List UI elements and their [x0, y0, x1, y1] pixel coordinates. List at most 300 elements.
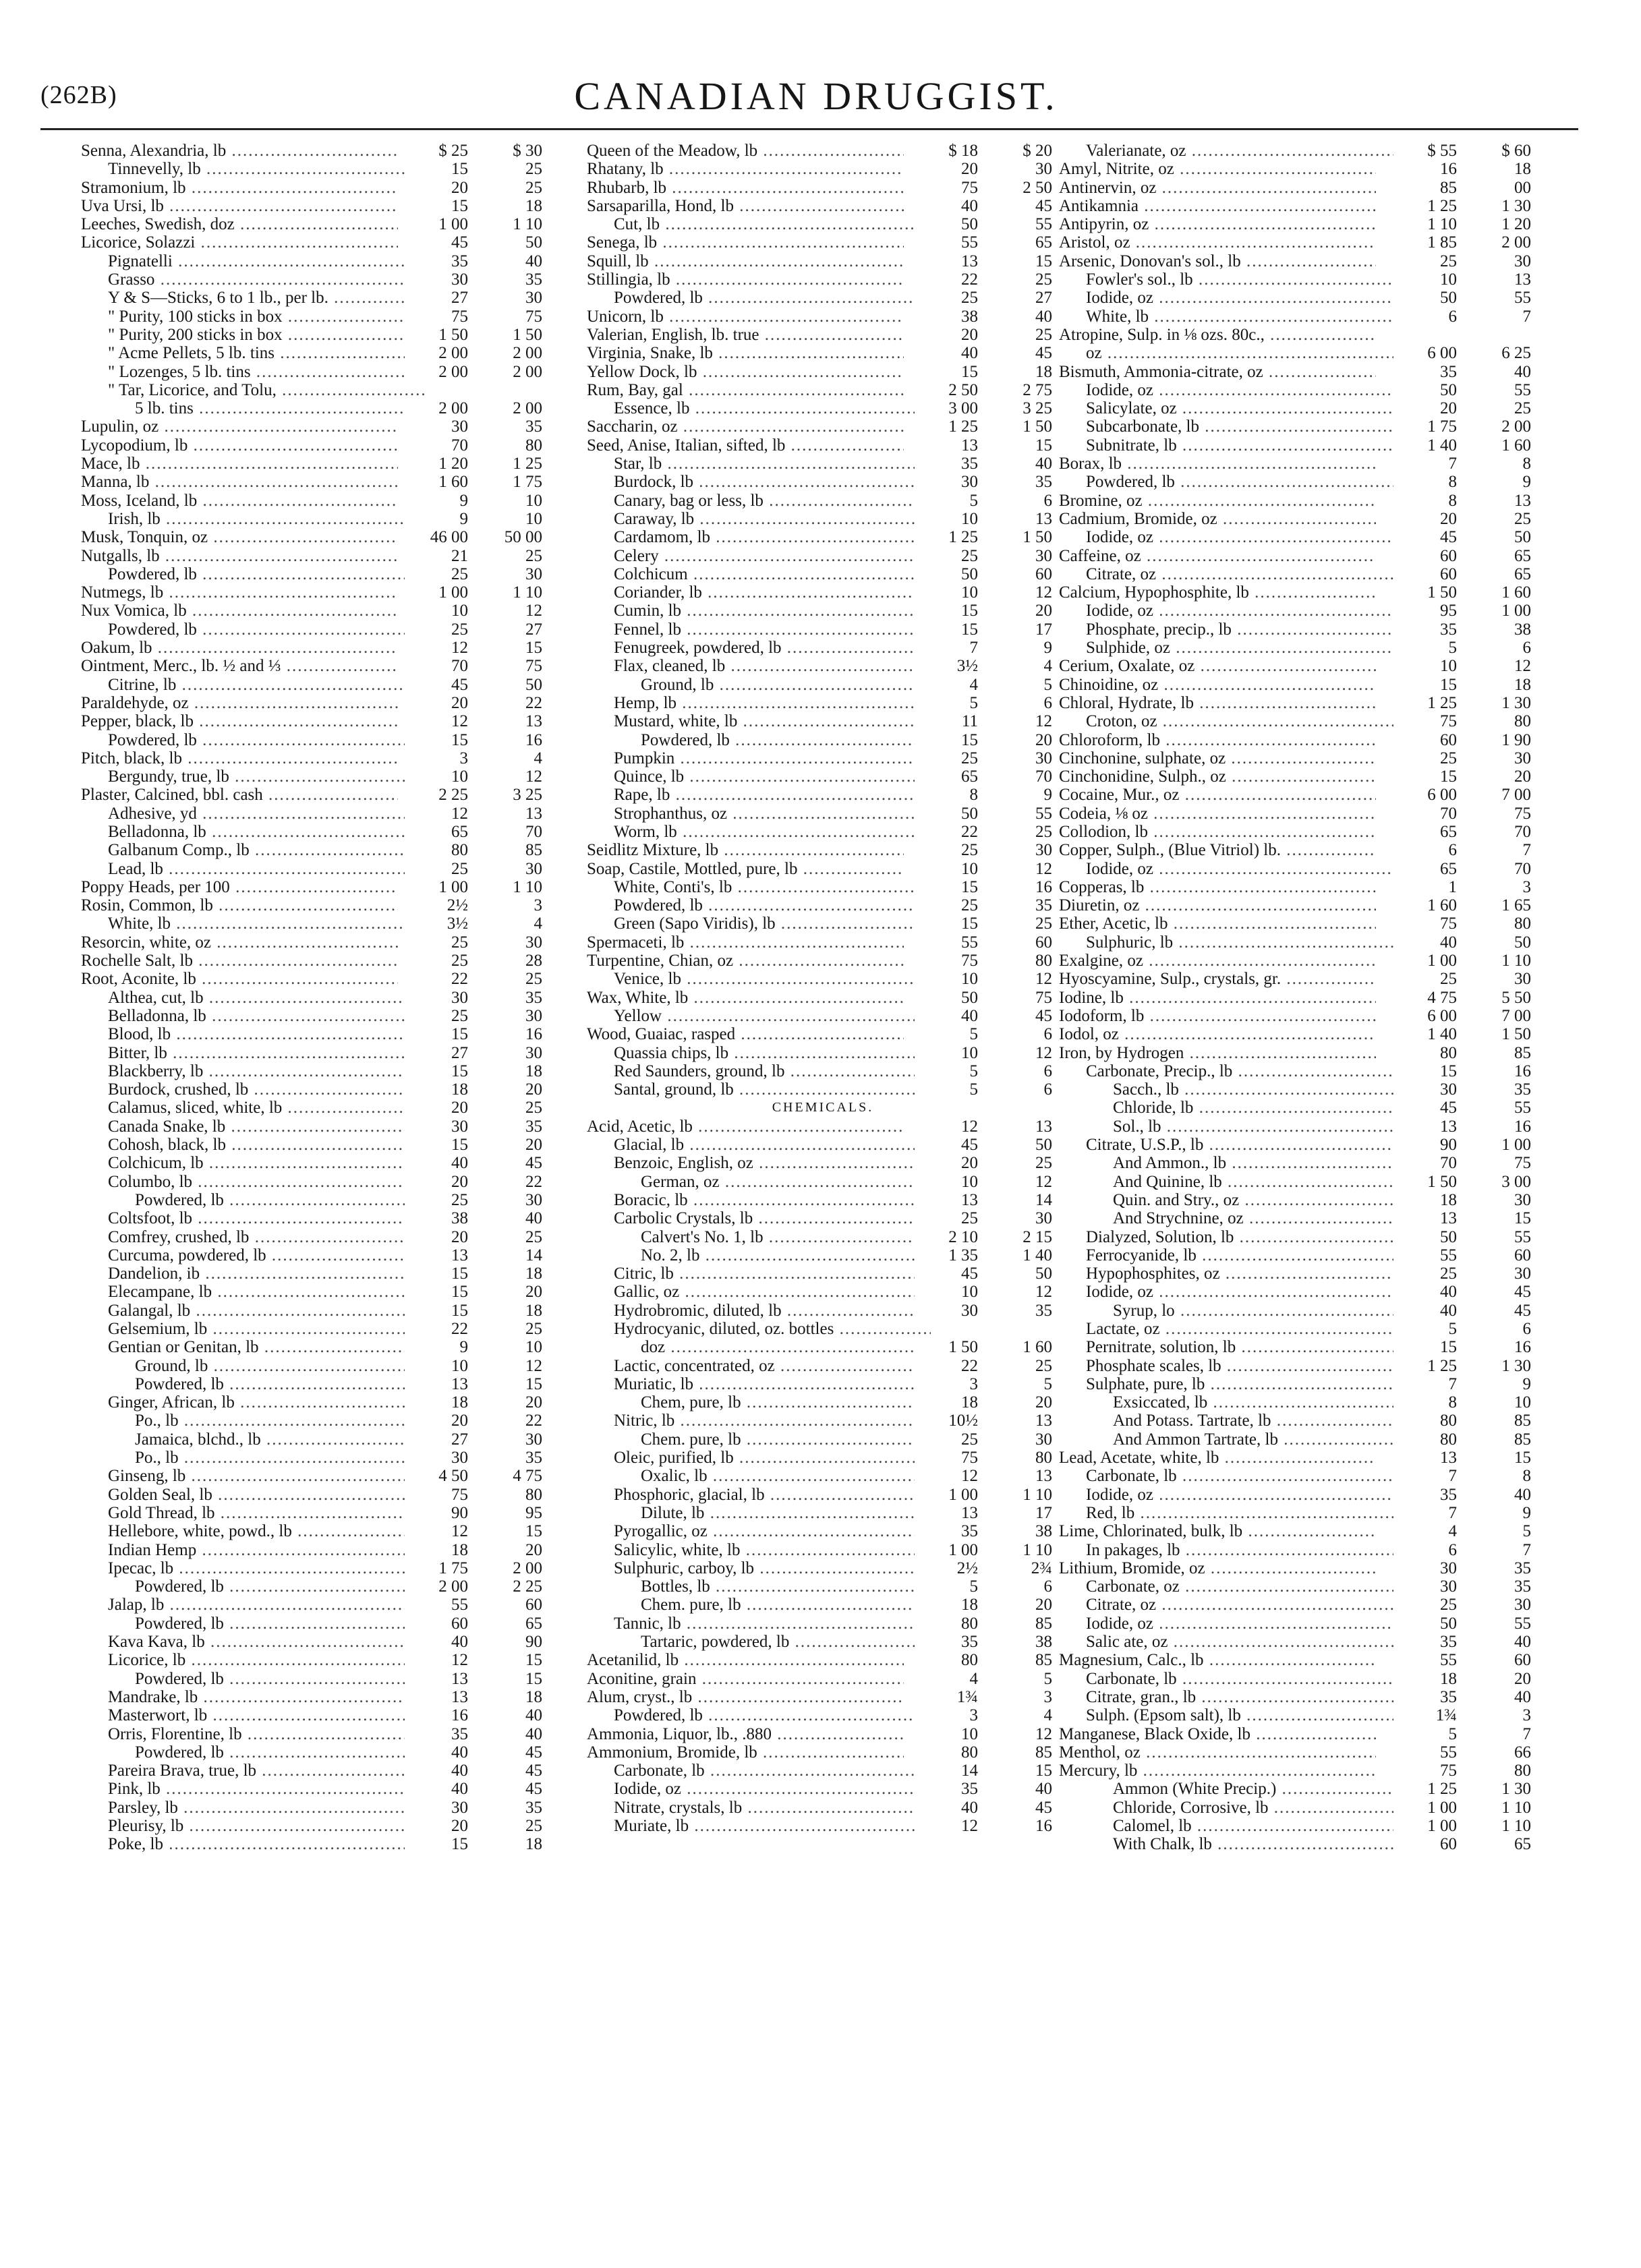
price-low: 10: [405, 602, 468, 620]
price-low: 13: [405, 1688, 468, 1706]
price-low: 1 40: [1393, 436, 1457, 455]
price-row: [587, 786, 1059, 804]
item-name: Muriatic, lb .....: [614, 1375, 931, 1393]
item-name: Unicorn, lb .....: [587, 308, 904, 326]
price-row: [1059, 381, 1531, 399]
item-name: Seidlitz Mixture, lb .....: [587, 841, 904, 859]
price-high: 25: [989, 823, 1052, 841]
price-high: 45: [479, 1154, 542, 1172]
price-high: 30: [1468, 1264, 1531, 1283]
price-row: [1059, 1246, 1531, 1264]
item-name: Powdered, lb .....: [135, 1670, 452, 1688]
price-high: 40: [479, 252, 542, 270]
item-name: Calomel, lb .....: [1113, 1817, 1430, 1835]
price-row: [81, 326, 583, 344]
item-name: Manganese, Black Oxide, lb .....: [1059, 1725, 1376, 1743]
price-low: 80: [405, 841, 468, 859]
price-low: 25: [405, 1007, 468, 1025]
price-low: 30: [405, 989, 468, 1007]
price-row: [587, 1688, 1059, 1706]
item-name: Gentian or Genitan, lb .....: [108, 1338, 425, 1356]
price-high: 1 10: [989, 1541, 1052, 1559]
item-name: And Quinine, lb .....: [1113, 1173, 1430, 1191]
price-high: 17: [989, 620, 1052, 639]
price-row: [587, 308, 1059, 326]
price-high: 25: [479, 160, 542, 178]
price-high: 55: [1468, 289, 1531, 307]
price-low: 40: [1393, 933, 1457, 952]
price-low: 15: [1393, 1062, 1457, 1080]
item-name: Yellow Dock, lb .....: [587, 363, 904, 381]
price-low: 40: [405, 1154, 468, 1172]
price-low: 18: [1393, 1670, 1457, 1688]
item-name: Ferrocyanide, lb .....: [1086, 1246, 1403, 1264]
item-name: Quin. and Stry., oz .....: [1113, 1191, 1430, 1209]
item-name: Powdered, lb .....: [135, 1191, 452, 1209]
item-name: Burdock, crushed, lb .....: [108, 1080, 425, 1099]
price-high: 12: [989, 583, 1052, 602]
price-low: 15: [405, 1025, 468, 1043]
item-name: Subnitrate, lb .....: [1086, 436, 1403, 455]
price-row: [81, 492, 583, 510]
price-row: [1059, 952, 1531, 970]
price-row: [81, 1117, 583, 1136]
price-row: [1059, 1099, 1531, 1117]
price-high: 55: [989, 805, 1052, 823]
price-high: 45: [989, 344, 1052, 362]
item-name: Chinoidine, oz .....: [1059, 676, 1376, 694]
price-row: [81, 565, 583, 583]
item-name: Yellow .....: [614, 1007, 931, 1025]
price-row: [587, 1007, 1059, 1025]
price-high: 3: [989, 1688, 1052, 1706]
price-high: 15: [479, 1522, 542, 1540]
price-low: 20: [915, 160, 978, 178]
item-name: Resorcin, white, oz .....: [81, 933, 398, 952]
price-low: 13: [915, 1191, 978, 1209]
item-name: Elecampane, lb .....: [108, 1283, 425, 1301]
price-row: [1059, 308, 1531, 326]
item-name: Ground, lb .....: [135, 1357, 452, 1375]
price-row: [81, 878, 583, 896]
price-high: 50: [1468, 528, 1531, 546]
price-high: 13: [989, 1117, 1052, 1136]
price-low: 15: [915, 602, 978, 620]
item-name: Powdered, lb .....: [614, 1706, 931, 1724]
price-high: 13: [989, 1467, 1052, 1485]
price-row: [587, 1706, 1059, 1724]
price-row: [81, 1596, 583, 1614]
item-name: Saccharin, oz .....: [587, 417, 904, 436]
price-low: 10: [1393, 270, 1457, 289]
item-name: Curcuma, powdered, lb .....: [108, 1246, 425, 1264]
price-high: 35: [479, 1117, 542, 1136]
item-name: Poppy Heads, per 100 .....: [81, 878, 398, 896]
price-high: 30: [479, 933, 542, 952]
item-name: German, oz .....: [641, 1173, 958, 1191]
price-low: 60: [1393, 547, 1457, 565]
price-high: $ 60: [1468, 142, 1531, 160]
item-name: Rum, Bay, gal .....: [587, 381, 904, 399]
price-high: 35: [989, 473, 1052, 491]
price-low: 15: [915, 363, 978, 381]
price-high: 35: [1468, 1577, 1531, 1596]
item-name: Colchicum, lb .....: [108, 1154, 425, 1172]
price-low: 35: [1393, 363, 1457, 381]
price-row: [1059, 455, 1531, 473]
price-high: 1 50: [1468, 1025, 1531, 1043]
price-row: [1059, 1393, 1531, 1412]
price-high: 16: [1468, 1062, 1531, 1080]
item-name: Licorice, lb .....: [108, 1651, 425, 1669]
price-high: 40: [1468, 1486, 1531, 1504]
price-low: 1 00: [915, 1541, 978, 1559]
price-low: 50: [1393, 1228, 1457, 1246]
price-row: [81, 528, 583, 546]
item-name: Worm, lb .....: [614, 823, 931, 841]
price-row: [1059, 344, 1531, 362]
price-row: [587, 1467, 1059, 1485]
price-row: [1059, 197, 1531, 215]
price-low: 12: [405, 1522, 468, 1540]
price-low: 20: [405, 179, 468, 197]
price-row: [1059, 1577, 1531, 1596]
price-row: [587, 1228, 1059, 1246]
price-row: [587, 1615, 1059, 1633]
price-low: 70: [1393, 1154, 1457, 1172]
price-high: 27: [479, 620, 542, 639]
price-high: 55: [1468, 1099, 1531, 1117]
price-low: 75: [1393, 712, 1457, 730]
item-name: Dialyzed, Solution, lb .....: [1086, 1228, 1403, 1246]
item-name: Moss, Iceland, lb .....: [81, 492, 398, 510]
price-low: 50: [1393, 289, 1457, 307]
price-high: 75: [989, 989, 1052, 1007]
price-low: 9: [405, 510, 468, 528]
item-name: Coriander, lb .....: [614, 583, 931, 602]
price-high: 85: [1468, 1044, 1531, 1062]
price-row: [587, 1541, 1059, 1559]
price-low: 18: [915, 1596, 978, 1614]
price-high: 75: [479, 308, 542, 326]
price-row: [81, 381, 583, 399]
item-name: Orris, Florentine, lb .....: [108, 1725, 425, 1743]
price-low: 30: [1393, 1559, 1457, 1577]
price-row: [1059, 767, 1531, 786]
item-name: Ammonium, Bromide, lb .....: [587, 1743, 904, 1762]
price-low: 22: [915, 823, 978, 841]
price-high: 25: [479, 1099, 542, 1117]
price-high: 7: [1468, 308, 1531, 326]
price-low: 6: [1393, 308, 1457, 326]
item-name: Valerian, English, lb. true .....: [587, 326, 904, 344]
item-name: Oakum, lb .....: [81, 639, 398, 657]
item-name: Atropine, Sulp. in ⅛ ozs. 80c., .....: [1059, 326, 1376, 344]
price-high: 13: [479, 805, 542, 823]
price-row: [81, 896, 583, 914]
price-row: [81, 1577, 583, 1596]
price-low: 55: [915, 233, 978, 252]
price-low: 1 25: [1393, 197, 1457, 215]
price-low: 1 00: [1393, 952, 1457, 970]
price-row: [81, 952, 583, 970]
item-name: Coltsfoot, lb .....: [108, 1209, 425, 1227]
price-row: [81, 823, 583, 841]
price-low: 15: [405, 1835, 468, 1853]
price-high: 20: [479, 1393, 542, 1412]
price-low: 50: [915, 805, 978, 823]
price-row: [81, 1541, 583, 1559]
price-row: [81, 289, 583, 307]
price-low: 18: [1393, 1191, 1457, 1209]
price-row: [587, 896, 1059, 914]
price-low: 22: [915, 1357, 978, 1375]
price-low: 3½: [405, 914, 468, 933]
item-name: No. 2, lb .....: [641, 1246, 958, 1264]
price-low: 8: [1393, 473, 1457, 491]
price-low: 55: [1393, 1651, 1457, 1669]
price-row: [1059, 1706, 1531, 1724]
price-row: [81, 602, 583, 620]
item-name: Chloride, lb .....: [1113, 1099, 1430, 1117]
price-row: [1059, 1651, 1531, 1669]
price-high: 30: [1468, 1191, 1531, 1209]
price-high: 7: [1468, 1541, 1531, 1559]
price-row: [81, 1007, 583, 1025]
price-row: [81, 1688, 583, 1706]
price-row: [1059, 179, 1531, 197]
price-high: 35: [1468, 1080, 1531, 1099]
price-high: 60: [989, 565, 1052, 583]
item-name: Menthol, oz .....: [1059, 1743, 1376, 1762]
price-high: 35: [989, 896, 1052, 914]
price-row: [1059, 1780, 1531, 1798]
price-high: 4 75: [479, 1467, 542, 1485]
item-name: Cinchonine, sulphate, oz .....: [1059, 749, 1376, 767]
price-row: [1059, 289, 1531, 307]
item-name: Exalgine, oz .....: [1059, 952, 1376, 970]
item-name: Muriate, lb .....: [614, 1817, 931, 1835]
price-low: 15: [915, 878, 978, 896]
price-high: 70: [1468, 860, 1531, 878]
price-low: 1 50: [1393, 583, 1457, 602]
price-high: 12: [1468, 657, 1531, 675]
price-high: 55: [989, 215, 1052, 233]
price-row: [81, 731, 583, 749]
item-name: oz .....: [1086, 344, 1403, 362]
price-high: 1 10: [989, 1486, 1052, 1504]
price-low: 15: [405, 197, 468, 215]
price-high: 2 75: [989, 381, 1052, 399]
price-high: 66: [1468, 1743, 1531, 1762]
price-row: [1059, 1338, 1531, 1356]
price-high: 15: [1468, 1449, 1531, 1467]
price-low: 25: [1393, 1264, 1457, 1283]
price-high: 00: [1468, 179, 1531, 197]
price-row: [587, 1264, 1059, 1283]
price-low: 35: [1393, 1486, 1457, 1504]
item-name: Oxalic, lb .....: [641, 1467, 958, 1485]
item-name: Tannic, lb .....: [614, 1615, 931, 1633]
price-row: [81, 510, 583, 528]
price-low: 75: [915, 952, 978, 970]
price-row: [81, 344, 583, 362]
price-low: $ 25: [405, 142, 468, 160]
price-row: [1059, 1522, 1531, 1540]
price-high: 1 10: [479, 215, 542, 233]
price-row: [587, 1062, 1059, 1080]
price-high: 3: [1468, 878, 1531, 896]
item-name: Ipecac, lb .....: [108, 1559, 425, 1577]
price-low: 1 75: [1393, 417, 1457, 436]
item-name: Arsenic, Donovan's sol., lb .....: [1059, 252, 1376, 270]
price-high: 6: [989, 1577, 1052, 1596]
price-high: 25: [479, 1228, 542, 1246]
price-low: 40: [405, 1762, 468, 1780]
price-low: 13: [1393, 1209, 1457, 1227]
item-name: Paraldehyde, oz .....: [81, 694, 398, 712]
item-name: Powdered, lb .....: [135, 1375, 452, 1393]
price-row: [587, 1670, 1059, 1688]
price-row: [1059, 1283, 1531, 1301]
price-low: 38: [405, 1209, 468, 1227]
price-row: [1059, 694, 1531, 712]
price-row: [81, 989, 583, 1007]
item-name: Rape, lb .....: [614, 786, 931, 804]
price-row: [81, 252, 583, 270]
price-low: 1 50: [405, 326, 468, 344]
price-low: 30: [405, 1449, 468, 1467]
item-name: Lactic, concentrated, oz .....: [614, 1357, 931, 1375]
price-high: 75: [479, 657, 542, 675]
item-name: Iodide, oz .....: [614, 1780, 931, 1798]
price-row: [1059, 1486, 1531, 1504]
price-low: 15: [405, 1302, 468, 1320]
price-low: 35: [1393, 620, 1457, 639]
price-low: 12: [915, 1467, 978, 1485]
price-low: 40: [915, 1007, 978, 1025]
price-low: 55: [1393, 1743, 1457, 1762]
price-high: 2 00: [1468, 233, 1531, 252]
price-row: [81, 1209, 583, 1227]
price-high: 90: [479, 1633, 542, 1651]
price-high: 30: [1468, 252, 1531, 270]
price-row: [1059, 712, 1531, 730]
price-row: [587, 694, 1059, 712]
price-high: 38: [989, 1522, 1052, 1540]
price-low: 15: [1393, 1338, 1457, 1356]
price-row: [1059, 492, 1531, 510]
price-low: 2 50: [915, 381, 978, 399]
item-name: Manna, lb .....: [81, 473, 398, 491]
price-low: 15: [1393, 767, 1457, 786]
item-name: Kava Kava, lb .....: [108, 1633, 425, 1651]
price-row: [81, 417, 583, 436]
price-high: 25: [989, 326, 1052, 344]
price-high: 40: [1468, 1688, 1531, 1706]
price-low: 25: [405, 933, 468, 952]
price-row: [81, 1062, 583, 1080]
item-name: Blackberry, lb .....: [108, 1062, 425, 1080]
item-name: Plaster, Calcined, bbl. cash .....: [81, 786, 398, 804]
item-name: Cinchonidine, Sulph., oz .....: [1059, 767, 1376, 786]
item-name: And Ammon Tartrate, lb .....: [1113, 1430, 1430, 1449]
price-low: 10: [915, 583, 978, 602]
item-name: Borax, lb .....: [1059, 455, 1376, 473]
price-row: [81, 694, 583, 712]
price-row: [587, 1817, 1059, 1835]
price-low: 85: [1393, 179, 1457, 197]
item-name: Iodide, oz .....: [1086, 860, 1403, 878]
price-row: [587, 233, 1059, 252]
price-high: 13: [479, 712, 542, 730]
item-name: Sulphate, pure, lb .....: [1086, 1375, 1403, 1393]
price-low: 10: [915, 1283, 978, 1301]
item-name: " Lozenges, 5 lb. tins .....: [108, 363, 425, 381]
item-name: Gold Thread, lb .....: [108, 1504, 425, 1522]
price-row: [1059, 639, 1531, 657]
item-name: Hyoscyamine, Sulp., crystals, gr. .....: [1059, 970, 1376, 988]
price-low: 30: [405, 270, 468, 289]
price-high: 18: [479, 1264, 542, 1283]
price-high: 9: [1468, 1504, 1531, 1522]
item-name: Wood, Guaiac, rasped .....: [587, 1025, 904, 1043]
price-high: 55: [1468, 381, 1531, 399]
price-row: [1059, 1320, 1531, 1338]
price-row: [587, 289, 1059, 307]
price-low: 20: [405, 1228, 468, 1246]
price-row: [81, 308, 583, 326]
price-row: [81, 657, 583, 675]
price-low: 50: [1393, 1615, 1457, 1633]
price-row: [81, 1044, 583, 1062]
item-name: Soap, Castile, Mottled, pure, lb .....: [587, 860, 904, 878]
price-low: 6 00: [1393, 786, 1457, 804]
price-row: [81, 1467, 583, 1485]
price-row: [587, 326, 1059, 344]
price-low: 46 00: [405, 528, 468, 546]
price-row: [1059, 399, 1531, 417]
price-low: 90: [405, 1504, 468, 1522]
item-name: Mustard, white, lb .....: [614, 712, 931, 730]
price-high: 7 00: [1468, 1007, 1531, 1025]
price-low: 95: [1393, 602, 1457, 620]
price-high: 6: [989, 1025, 1052, 1043]
price-high: 9: [989, 639, 1052, 657]
price-row: [81, 1412, 583, 1430]
price-high: 16: [1468, 1338, 1531, 1356]
price-low: 5: [915, 1025, 978, 1043]
price-high: 85: [1468, 1412, 1531, 1430]
item-name: Cumin, lb .....: [614, 602, 931, 620]
price-high: 40: [1468, 1633, 1531, 1651]
price-column-1: [81, 142, 583, 1854]
price-low: 13: [405, 1670, 468, 1688]
item-name: Senega, lb .....: [587, 233, 904, 252]
price-high: 30: [989, 160, 1052, 178]
price-high: 80: [1468, 712, 1531, 730]
price-column-2: [587, 142, 1059, 1835]
price-low: 55: [915, 933, 978, 952]
item-name: With Chalk, lb .....: [1113, 1835, 1430, 1853]
item-name: Venice, lb .....: [614, 970, 931, 988]
price-row: [1059, 1596, 1531, 1614]
item-name: Gelsemium, lb .....: [108, 1320, 425, 1338]
price-row: [587, 1633, 1059, 1651]
item-name: Mercury, lb .....: [1059, 1762, 1376, 1780]
price-high: 30: [479, 1007, 542, 1025]
price-high: 35: [479, 989, 542, 1007]
